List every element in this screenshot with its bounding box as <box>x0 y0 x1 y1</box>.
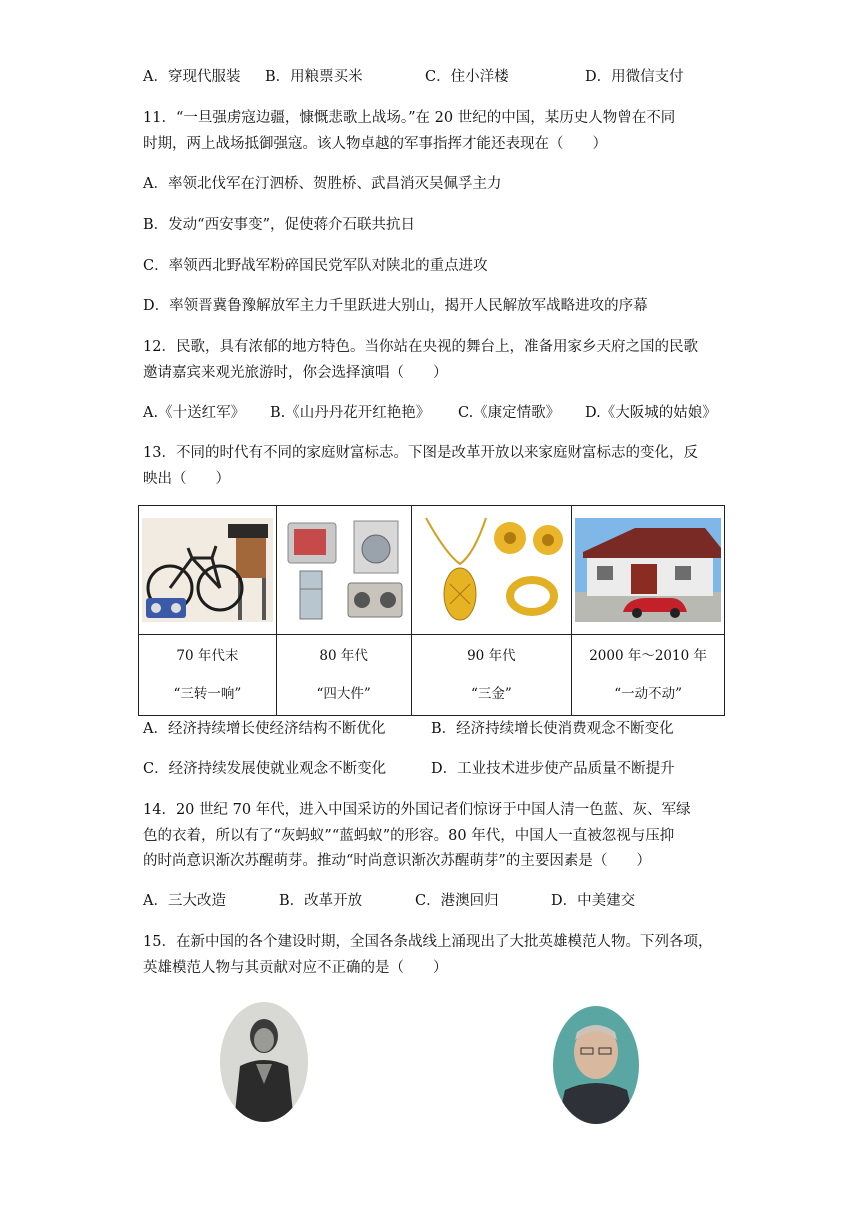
q13-options-row2 <box>143 759 675 779</box>
q11-option-c: C．率领西北野战军粉碎国民党军队对陕北的重点进攻 <box>143 258 488 274</box>
q12-option-b: B.《山丹丹花开红艳艳》 <box>270 405 431 421</box>
q14-option-b: B．改革开放 <box>279 893 363 909</box>
q11-option-a: A．率领北伐军在汀泗桥、贺胜桥、武昌消灭吴佩孚主力 <box>143 176 502 192</box>
q13-option-a: A．经济持续增长使经济结构不断优化 <box>143 721 386 737</box>
q10-option-a: A．穿现代服装 <box>143 69 241 85</box>
q12-stem-line1: 12．民歌，具有浓郁的地方特色。当你站在央视的舞台上，准备用家乡天府之国的民歌 <box>143 339 698 355</box>
q10-option-d: D．用微信支付 <box>585 69 684 85</box>
q14-option-c: C．港澳回归 <box>415 893 499 909</box>
q14-option-a: A．三大改造 <box>143 893 226 909</box>
gold-jewelry-image-cell <box>411 506 572 635</box>
q14-stem-line2: 色的衣着，所以有了“灰蚂蚁”“蓝蚂蚁”的形容。80 年代，中国人一直被忽视与压抑 <box>143 828 675 844</box>
wealth-symbol-table <box>138 505 725 716</box>
q13-option-b: B．经济持续增长使消费观念不断变化 <box>431 721 674 737</box>
q12-stem-line2: 邀请嘉宾来观光旅游时，你会选择演唱（ ） <box>143 365 448 381</box>
q14-stem-line3: 的时尚意识渐次苏醒萌芽。推动“时尚意识渐次苏醒萌芽”的主要因素是（ ） <box>143 853 651 869</box>
model-worker-portrait <box>220 1002 308 1122</box>
q15-stem-line2: 英雄模范人物与其贡献对应不正确的是（ ） <box>143 960 448 976</box>
table-cell-1 <box>139 635 277 716</box>
q13-stem-line2: 映出（ ） <box>143 471 230 487</box>
bicycle-radio-image-cell <box>139 506 277 635</box>
q13-options-row1 <box>143 719 674 739</box>
q10-option-b: B．用粮票买米 <box>265 69 363 85</box>
wealth-symbol-label: “一动不动” <box>614 686 682 702</box>
q10-option-c: C．住小洋楼 <box>425 69 509 85</box>
bicycle-sewing-machine-image <box>142 518 273 622</box>
q11-stem-line1: 11．“一旦强虏寇边疆，慷慨悲歌上战场。”在 20 世纪的中国，某历史人物曾在不同 <box>143 110 676 126</box>
q13-option-d: D．工业技术进步使产品质量不断提升 <box>431 761 675 777</box>
q13-option-c: C．经济持续发展使就业观念不断变化 <box>143 761 387 777</box>
q12-option-a: A.《十送红军》 <box>143 405 246 421</box>
q13-stem-line1: 13．不同的时代有不同的家庭财富标志。下图是改革开放以来家庭财富标志的变化，反 <box>143 445 698 461</box>
period-label: 80 年代 <box>319 648 368 664</box>
q12-options <box>143 403 717 423</box>
house-car-image-cell <box>572 506 725 635</box>
wealth-symbol-label: “三金” <box>470 686 512 702</box>
period-label: 2000 年～2010 年 <box>589 648 707 664</box>
q12-option-d: D.《大阪城的姑娘》 <box>585 405 717 421</box>
period-label: 90 年代 <box>467 648 516 664</box>
appliances-image <box>282 515 406 625</box>
q11-option-d: D．率领晋冀鲁豫解放军主力千里跃进大别山，揭开人民解放军战略进攻的序幕 <box>143 298 648 314</box>
q14-options <box>143 891 635 911</box>
period-label: 70 年代末 <box>176 648 239 664</box>
table-cell-3 <box>411 635 572 716</box>
q14-option-d: D．中美建交 <box>551 893 636 909</box>
wealth-symbol-label: “三转一响” <box>173 686 242 702</box>
house-car-image <box>575 518 721 622</box>
q14-stem-line1: 14．20 世纪 70 年代，进入中国采访的外国记者们惊讶于中国人清一色蓝、灰、军绿 <box>143 802 691 818</box>
appliances-image-cell <box>276 506 411 635</box>
q11-option-b: B．发动“西安事变”，促使蒋介石联共抗日 <box>143 217 415 233</box>
table-cell-4 <box>572 635 725 716</box>
wealth-symbol-label: “四大件” <box>316 686 371 702</box>
scientist-portrait <box>553 1006 639 1124</box>
table-cell-2 <box>276 635 411 716</box>
q12-option-c: C.《康定情歌》 <box>458 405 561 421</box>
q11-stem-line2: 时期，两上战场抵御强寇。该人物卓越的军事指挥才能还表现在（ ） <box>143 136 607 152</box>
gold-jewelry-image <box>416 514 566 626</box>
q10-options <box>143 67 684 87</box>
q15-stem-line1: 15．在新中国的各个建设时期，全国各条战线上涌现出了大批英雄模范人物。下列各项， <box>143 934 713 950</box>
